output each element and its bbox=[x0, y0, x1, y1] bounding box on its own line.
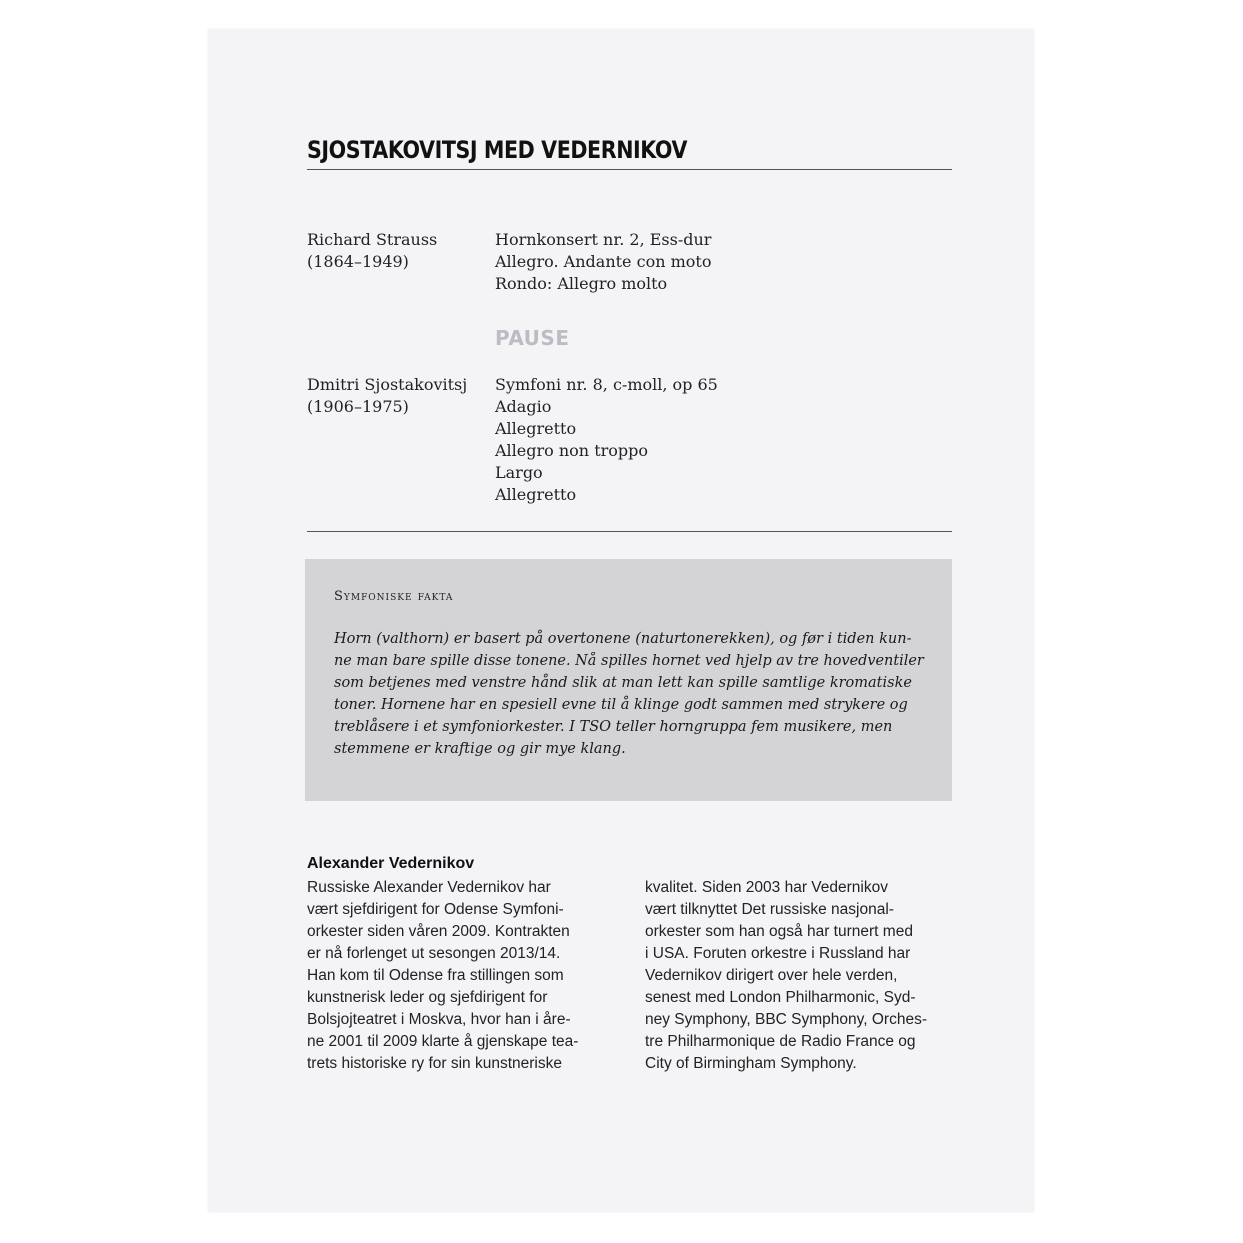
facts-line: stemmene er kraftige og gir mye klang. bbox=[334, 741, 626, 757]
bio-line: orkester siden våren 2009. Kontrakten bbox=[307, 923, 570, 940]
movement: Largo bbox=[495, 463, 543, 482]
facts-box bbox=[305, 559, 952, 801]
bio-line: vært tilknyttet Det russiske nasjonal- bbox=[645, 901, 894, 918]
pause-label: PAUSE bbox=[495, 326, 570, 350]
title-divider bbox=[307, 169, 952, 170]
work-title: Symfoni nr. 8, c-moll, op 65 bbox=[495, 375, 718, 394]
bio-line: ne 2001 til 2009 klarte å gjenskape tea- bbox=[307, 1033, 579, 1050]
facts-line: toner. Hornene har en spesiell evne til å klinge godt sammen med strykere og bbox=[334, 697, 908, 713]
bio-line: senest med London Philharmonic, Syd- bbox=[645, 989, 916, 1006]
movement: Rondo: Allegro molto bbox=[495, 274, 668, 293]
bio-line: orkester som han også har turnert med bbox=[645, 923, 913, 940]
bio-line: trets historiske ry for sin kunstneriske bbox=[307, 1055, 562, 1072]
facts-line: som betjenes med venstre hånd slik at man lett kan spille samtlige kromatiske bbox=[334, 675, 912, 691]
program-page bbox=[208, 29, 1034, 1212]
bio-line: vært sjefdirigent for Odense Symfoni- bbox=[307, 901, 564, 918]
bio-line: City of Birmingham Symphony. bbox=[645, 1055, 857, 1072]
bio-line: Bolsjojteatret i Moskva, hvor han i åre- bbox=[307, 1011, 571, 1028]
bio-line: Russiske Alexander Vedernikov har bbox=[307, 879, 551, 896]
bio-line: kvalitet. Siden 2003 har Vedernikov bbox=[645, 879, 888, 896]
facts-line: Horn (valthorn) er basert på overtonene (naturtonerekken), og før i tiden kun- bbox=[334, 631, 912, 647]
program-divider bbox=[307, 531, 952, 532]
movement: Allegretto bbox=[495, 485, 577, 504]
movement: Allegro. Andante con moto bbox=[495, 252, 712, 271]
bio-line: er nå forlenget ut sesongen 2013/14. bbox=[307, 945, 561, 962]
bio-heading: Alexander Vedernikov bbox=[307, 855, 475, 872]
composer-years: (1906–1975) bbox=[307, 397, 409, 416]
bio-line: ney Symphony, BBC Symphony, Orches- bbox=[645, 1011, 927, 1028]
movement: Allegretto bbox=[495, 419, 577, 438]
page-title: SJOSTAKOVITSJ MED VEDERNIKOV bbox=[307, 136, 688, 164]
bio-line: Vedernikov dirigert over hele verden, bbox=[645, 967, 898, 984]
bio-line: tre Philharmonique de Radio France og bbox=[645, 1033, 916, 1050]
bio-line: kunstnerisk leder og sjefdirigent for bbox=[307, 989, 548, 1006]
facts-line: ne man bare spille disse tonene. Nå spilles hornet ved hjelp av tre hovedventiler bbox=[334, 653, 924, 669]
composer-name: Richard Strauss bbox=[307, 230, 438, 249]
bio-line: Han kom til Odense fra stillingen som bbox=[307, 967, 564, 984]
bio-line: i USA. Foruten orkestre i Russland har bbox=[645, 945, 911, 962]
movement: Allegro non troppo bbox=[495, 441, 649, 460]
facts-line: treblåsere i et symfoniorkester. I TSO teller horngruppa fem musikere, men bbox=[334, 719, 893, 735]
facts-heading: Symfoniske fakta bbox=[334, 589, 454, 604]
work-title: Hornkonsert nr. 2, Ess-dur bbox=[495, 230, 712, 249]
composer-name: Dmitri Sjostakovitsj bbox=[307, 375, 468, 394]
composer-years: (1864–1949) bbox=[307, 252, 409, 271]
movement: Adagio bbox=[495, 397, 552, 416]
